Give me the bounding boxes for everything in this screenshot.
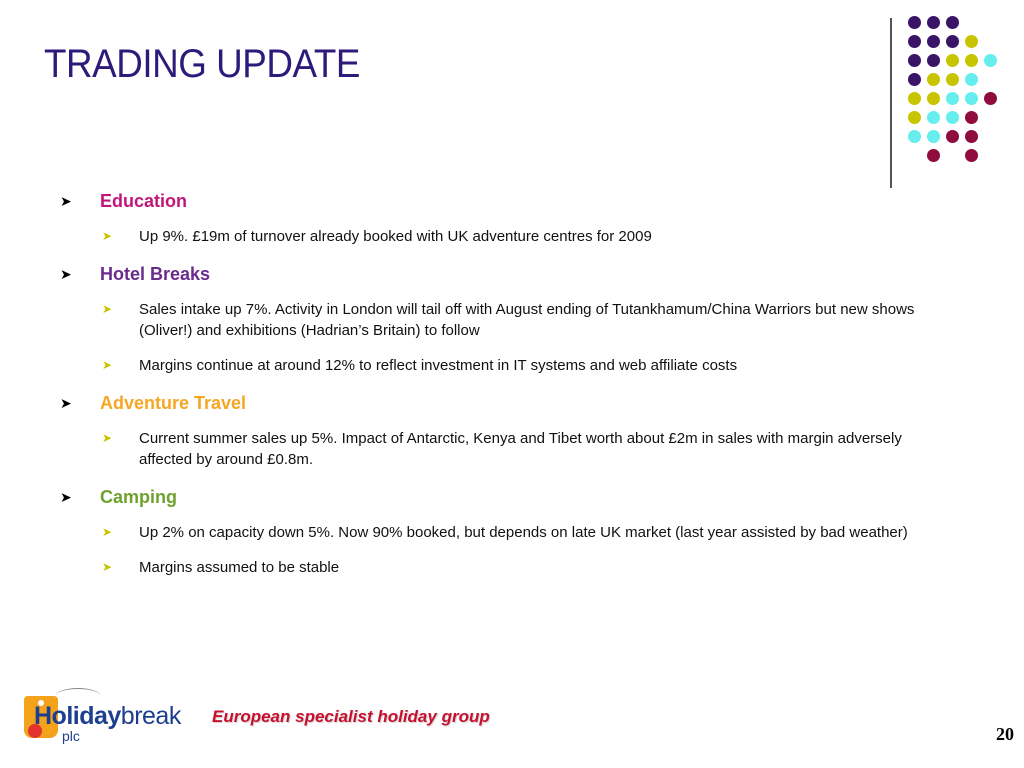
section-heading-camping [60,484,920,522]
arrow-bullet-icon: ➤ [102,358,113,372]
list-item-text: Margins continue at around 12% to reflect investment in IT systems and web affiliate costs [139,357,738,374]
arrow-bullet-icon: ➤ [102,525,113,539]
dot [927,111,940,124]
dot [927,149,940,162]
dot [965,130,978,143]
dot [908,111,921,124]
section-heading-text: Hotel Breaks [100,264,211,284]
section-heading-adventure-travel [60,390,920,428]
logo-break-text: break [120,702,181,730]
list-item-text: Up 2% on capacity down 5%. Now 90% booked, but depends on late UK market (last year assisted by bad weather) [139,524,908,541]
dot [946,111,959,124]
dot [927,130,940,143]
dot [946,92,959,105]
dot [927,35,940,48]
dot [927,16,940,29]
logo-holiday-text: Holiday [34,702,121,730]
list-item [60,522,920,543]
footer-tagline: European specialist holiday group [212,707,490,726]
dot [908,54,921,67]
dot [908,130,921,143]
dot [965,111,978,124]
arrow-bullet-icon: ➤ [102,560,113,574]
arrow-bullet-icon: ➤ [60,395,72,411]
dot [946,35,959,48]
dot [965,149,978,162]
dot [965,54,978,67]
arrow-bullet-icon: ➤ [102,431,113,445]
section-heading-text: Education [100,191,188,211]
arrow-bullet-icon: ➤ [60,489,72,505]
dot [908,16,921,29]
dot [927,92,940,105]
list-item-text: Current summer sales up 5%. Impact of Antarctic, Kenya and Tibet worth about £2m in sales with margin adversely affected by around £0.8m. [139,430,902,468]
section-heading-text: Camping [100,487,178,507]
dot [927,54,940,67]
dot [965,73,978,86]
list-item [60,226,920,247]
dot [927,73,940,86]
arrow-bullet-icon: ➤ [102,302,113,316]
logo-plc-text: plc [62,728,80,744]
list-item-text: Margins assumed to be stable [139,559,340,576]
logo-wordmark [34,702,181,731]
holidaybreak-logo [22,688,202,748]
section-heading-hotel-breaks [60,261,920,299]
bullet-content [60,188,920,592]
dot [965,92,978,105]
dot [908,35,921,48]
arrow-bullet-icon: ➤ [60,193,72,209]
decorative-dot-grid [904,14,1014,164]
dot [946,16,959,29]
dot [946,73,959,86]
slide-title: TRADING UPDATE [44,42,360,86]
page-number: 20 [996,724,1014,744]
arrow-bullet-icon: ➤ [102,229,113,243]
vertical-divider [890,18,892,188]
list-item-text: Up 9%. £19m of turnover already booked with UK adventure centres for 2009 [139,228,652,245]
tag-string-icon [56,688,100,703]
list-item-text: Sales intake up 7%. Activity in London will tail off with August ending of Tutankhamum/China Warriors but new shows (Oliver!) and exhibitions (Hadrian’s Britain) to follow [139,301,915,339]
dot [946,54,959,67]
list-item [60,299,920,341]
dot [984,92,997,105]
dot [965,35,978,48]
dot [984,54,997,67]
list-item [60,557,920,578]
section-heading-education [60,188,920,226]
list-item [60,428,920,470]
section-heading-text: Adventure Travel [100,393,247,413]
list-item [60,355,920,376]
dot [908,73,921,86]
arrow-bullet-icon: ➤ [60,266,72,282]
dot [908,92,921,105]
dot [946,130,959,143]
